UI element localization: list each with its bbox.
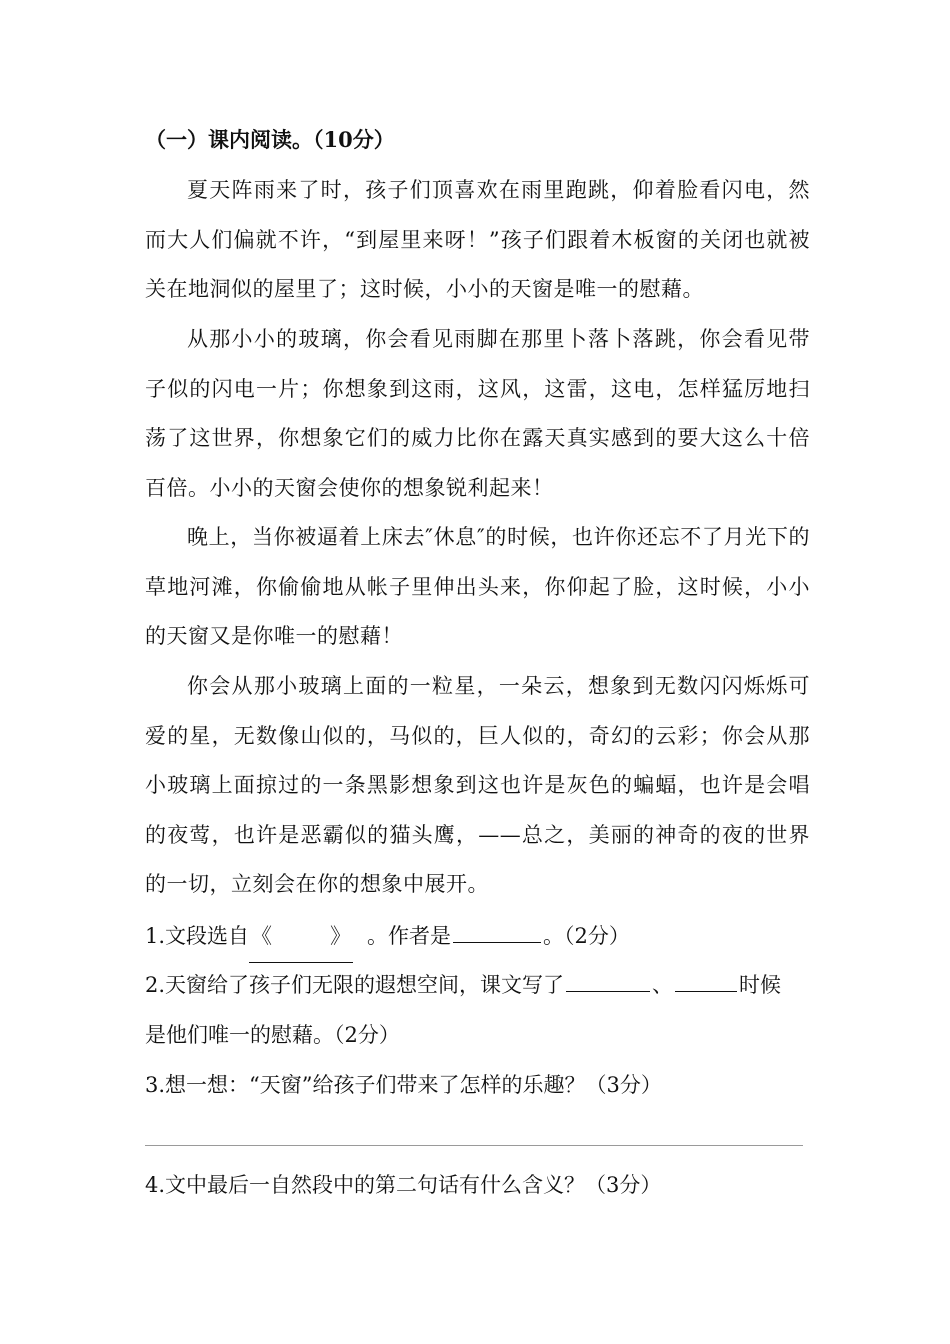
question-1-suffix: 。（2分） (543, 924, 630, 948)
question-2-separator: 、 (652, 973, 674, 997)
book-open-mark: 《 (251, 924, 273, 948)
time-blank-2[interactable] (675, 969, 737, 992)
section-heading: （一）课内阅读。（10分） (145, 127, 395, 152)
question-4: 4.文中最后一自然段中的第二句话有什么含义？（3分） (145, 1173, 662, 1197)
question-1-prefix: 1.文段选自 (145, 924, 250, 948)
question-2-suffix: 时候 (739, 973, 782, 997)
question-1 (145, 912, 630, 963)
question-1-middle: 。作者是 (367, 924, 452, 948)
question-2 (145, 961, 781, 1011)
question-3: 3.想一想：“天窗”给孩子们带来了怎样的乐趣？（3分） (145, 1073, 662, 1097)
answer-line[interactable] (145, 1145, 803, 1146)
passage-paragraph-4: 你会从那小玻璃上面的一粒星，一朵云，想象到无数闪闪烁烁可爱的星，无数像山似的，马似的，巨人似的，奇幻的云彩；你会从那小玻璃上面掠过的一条黑影想象到这也许是灰色的蝙蝠，也许是会唱的夜莺，也许是恶霸似的猫头鹰，——总之，美丽的神奇的夜的世界的一切，立刻会在你的想象中展开。 (145, 674, 810, 896)
author-blank[interactable] (453, 920, 541, 943)
book-close-mark: 》 (330, 924, 352, 948)
passage-paragraph-2: 从那小小的玻璃，你会看见雨脚在那里卜落卜落跳，你会看见带子似的闪电一片；你想象到这雨，这风，这雷，这电，怎样猛厉地扫荡了这世界，你想象它们的威力比你在露天真实感到的要大这么十倍百倍。小小的天窗会使你的想象锐利起来！ (145, 327, 810, 500)
passage-paragraph-1: 夏天阵雨来了时，孩子们顶喜欢在雨里跑跳，仰着脸看闪电，然而大人们偏就不许，“到屋里来呀！”孩子们跟着木板窗的关闭也就被关在地洞似的屋里了；这时候，小小的天窗是唯一的慰藉。 (145, 178, 810, 301)
passage-paragraph-3: 晚上，当你被逼着上床去″休息″的时候，也许你还忘不了月光下的草地河滩，你偷偷地从帐子里伸出头来，你仰起了脸，这时候，小小的天窗又是你唯一的慰藉！ (145, 525, 810, 648)
time-blank-1[interactable] (566, 969, 650, 992)
question-2-prefix: 2.天窗给了孩子们无限的遐想空间，课文写了 (145, 973, 565, 997)
book-title-blank[interactable] (249, 912, 353, 963)
question-2-continued: 是他们唯一的慰藉。（2分） (145, 1023, 400, 1047)
